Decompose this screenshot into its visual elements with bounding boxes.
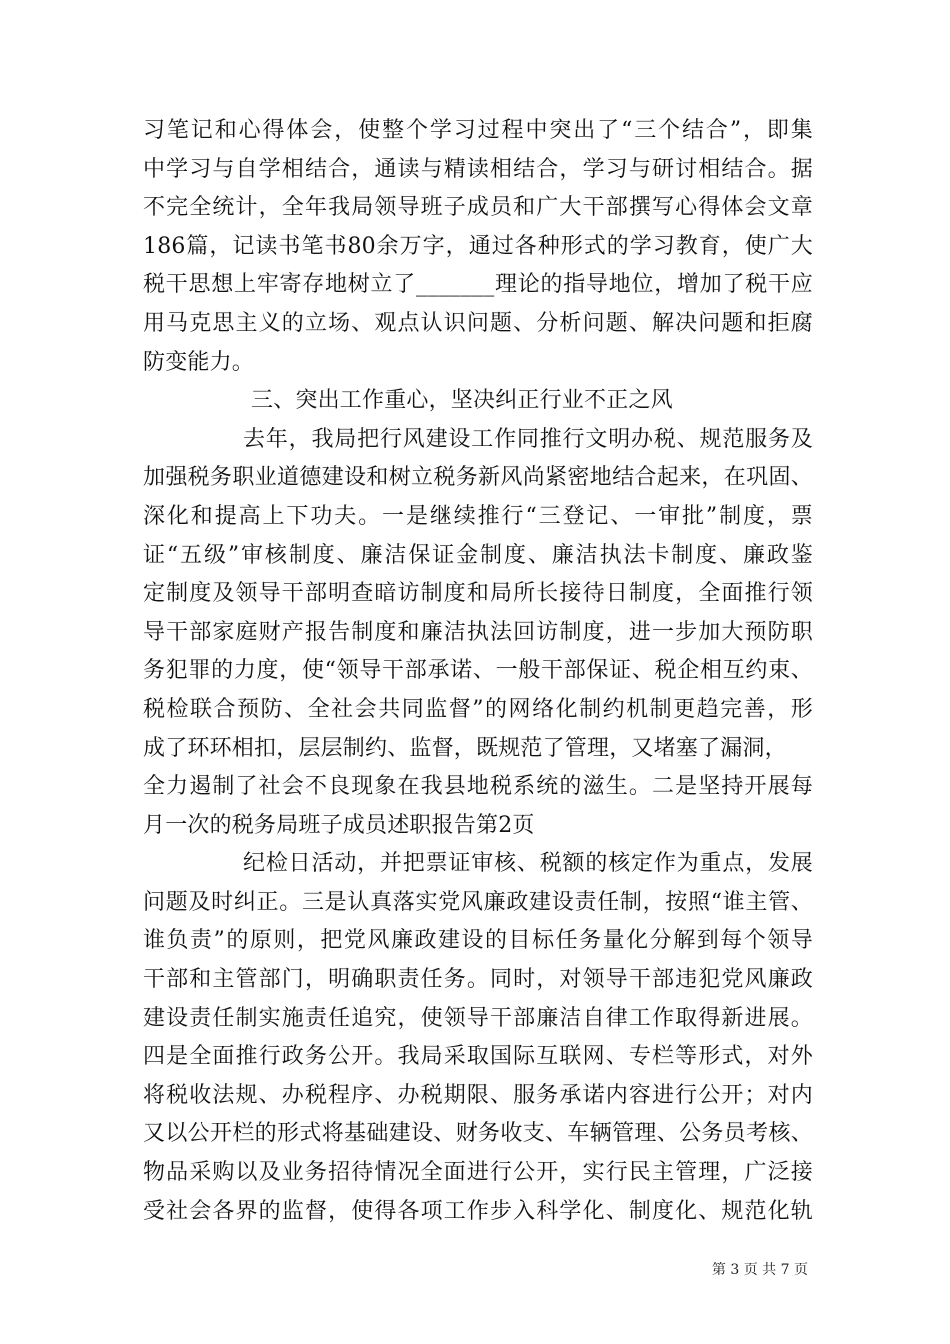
text-line: 谁负责”的原则，把党风廉政建设的目标任务量化分解到每个领导 — [143, 928, 813, 954]
page-number: 第 3 页 共 7 页 — [711, 1262, 808, 1278]
text-line: 去年，我局把行风建设工作同推行文明办税、规范服务及 — [243, 426, 813, 452]
section-heading: 三、突出工作重心，坚决纠正行业不正之风 — [251, 388, 673, 414]
text-line: 物品采购以及业务招待情况全面进行公开，实行民主管理，广泛接 — [143, 1160, 813, 1186]
text-line: 将税收法规、办税程序、办税期限、服务承诺内容进行公开；对内 — [143, 1082, 813, 1108]
text-line: 用马克思主义的立场、观点认识问题、分析问题、解决问题和拒腐 — [143, 310, 813, 336]
text-line: 月一次的税务局班子成员述职报告第2页 — [143, 812, 535, 838]
text-line: 问题及时纠正。三是认真落实党风廉政建设责任制，按照“谁主管、 — [143, 889, 813, 915]
text-line: 干部和主管部门，明确职责任务。同时，对领导干部违犯党风廉政 — [143, 967, 813, 993]
text-line: 习笔记和心得体会，使整个学习过程中突出了“三个结合”，即集 — [143, 118, 813, 143]
text-line: 税干思想上牢寄存地树立了_______理论的指导地位，增加了税干应 — [143, 272, 813, 298]
body-text — [143, 112, 813, 1231]
text-line: 定制度及领导干部明查暗访制度和局所长接待日制度，全面推行领 — [143, 581, 813, 607]
text-line: 受社会各界的监督，使得各项工作步入科学化、制度化、规范化轨 — [143, 1198, 813, 1224]
text-line: 税检联合预防、全社会共同监督”的网络化制约机制更趋完善，形 — [143, 696, 813, 722]
text-line: 导干部家庭财产报告制度和廉洁执法回访制度，进一步加大预防职 — [143, 619, 813, 645]
text-line: 建设责任制实施责任追究，使领导干部廉洁自律工作取得新进展。 — [143, 1005, 813, 1031]
text-line: 中学习与自学相结合，通读与精读相结合，学习与研讨相结合。据 — [143, 156, 813, 182]
text-line: 防变能力。 — [143, 349, 255, 375]
text-line: 全力遏制了社会不良现象在我县地税系统的滋生。二是坚持开展每 — [143, 774, 813, 800]
text-line: 纪检日活动，并把票证审核、税额的核定作为重点，发展 — [243, 851, 813, 877]
text-line: 成了环环相扣，层层制约、监督，既规范了管理，又堵塞了漏洞， — [143, 735, 787, 761]
text-line: 四是全面推行政务公开。我局采取国际互联网、专栏等形式，对外 — [143, 1044, 813, 1070]
text-line: 务犯罪的力度，使“领导干部承诺、一般干部保证、税企相互约束、 — [143, 658, 813, 684]
text-line: 深化和提高上下功夫。一是继续推行“三登记、一审批”制度，票 — [143, 503, 813, 529]
text-line: 加强税务职业道德建设和树立税务新风尚紧密地结合起来，在巩固、 — [143, 465, 813, 491]
text-line: 又以公开栏的形式将基础建设、财务收支、车辆管理、公务员考核、 — [143, 1121, 813, 1147]
text-line: 186篇，记读书笔书80余万字，通过各种形式的学习教育，使广大 — [143, 233, 813, 259]
text-line: 不完全统计，全年我局领导班子成员和广大干部撰写心得体会文章 — [143, 195, 813, 221]
text-line: 证“五级”审核制度、廉洁保证金制度、廉洁执法卡制度、廉政鉴 — [143, 542, 813, 568]
